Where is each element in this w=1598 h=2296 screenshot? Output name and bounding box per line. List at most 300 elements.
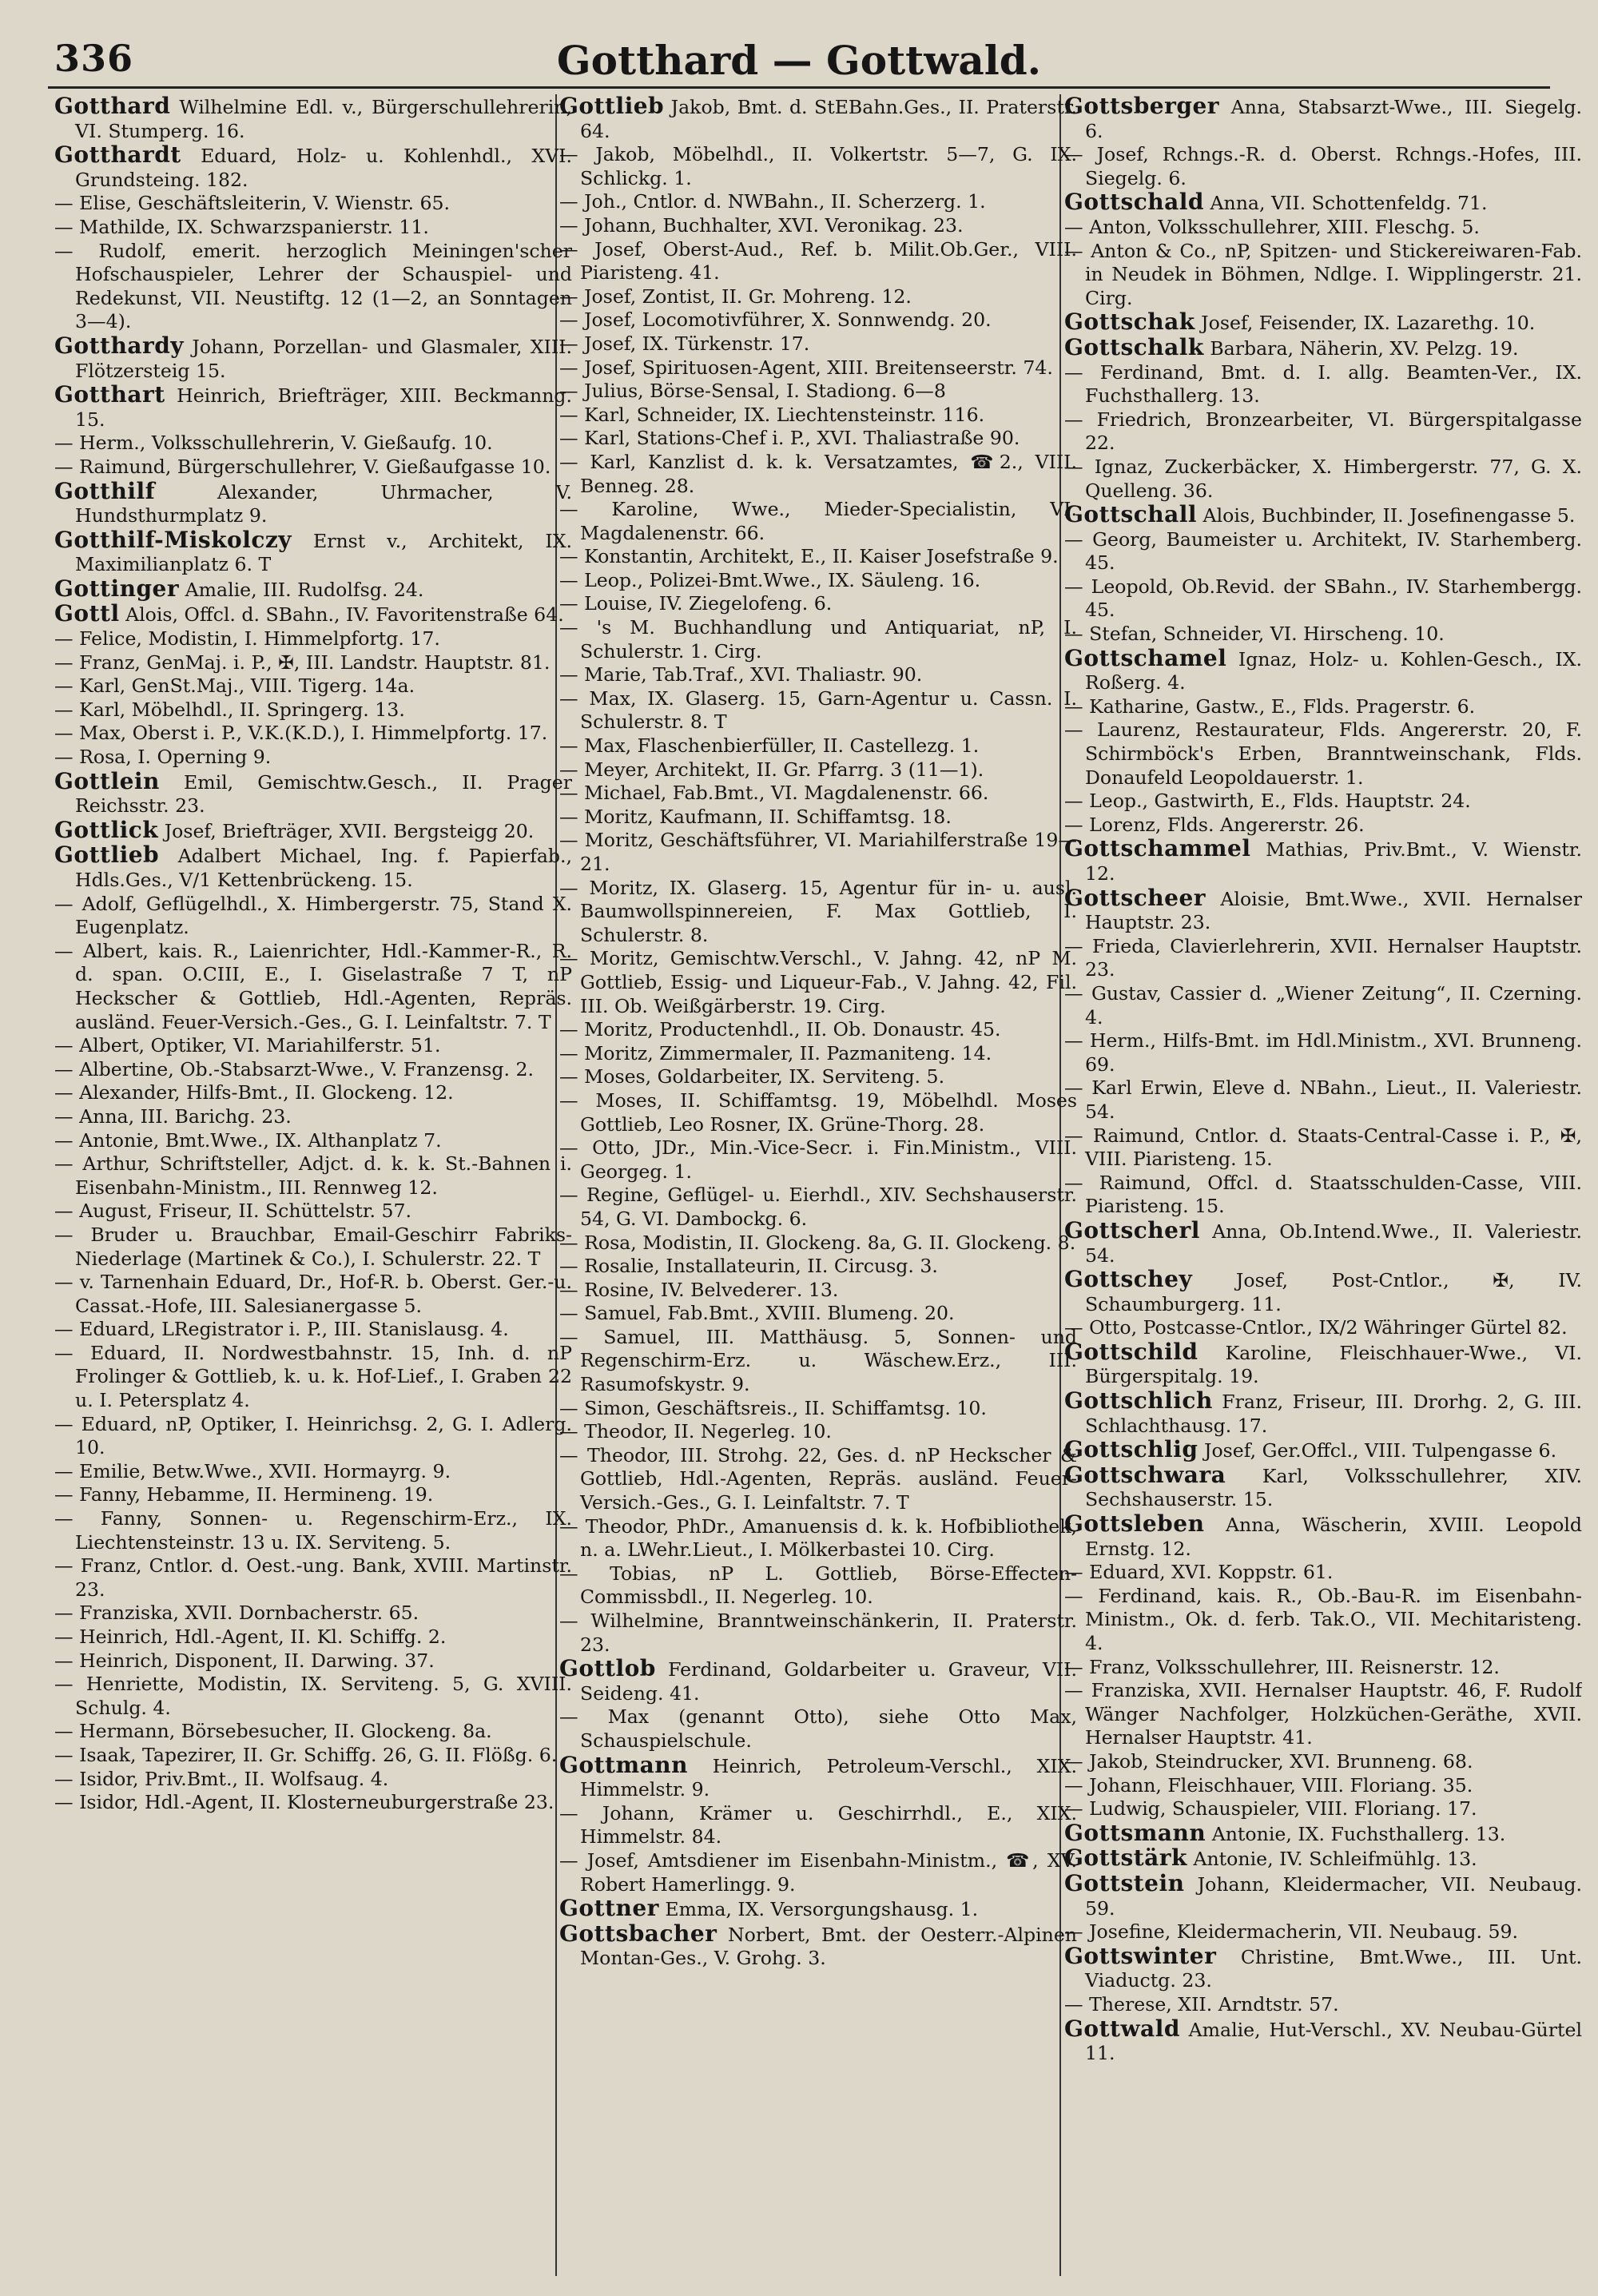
entry-text: — Johann, Fleischhauer, VIII. Floriang. 35.	[1064, 1773, 1473, 1797]
directory-entry	[559, 1089, 1077, 1136]
entry-text: — Alexander, Hilfs-Bmt., II. Glockeng. 12.	[54, 1081, 454, 1104]
entry-text: Heinrich, Briefträger, XIII. Beckmanng. 15.	[75, 384, 572, 431]
entry-surname: Gottscherl	[1064, 1216, 1200, 1244]
entry-surname: Gottstein	[1064, 1869, 1185, 1896]
directory-entry	[54, 1460, 572, 1484]
directory-entry	[1064, 333, 1582, 361]
entry-text: — Heinrich, Hdl.-Agent, II. Kl. Schiffg. 2.	[54, 1626, 447, 1648]
entry-surname: Gottschak	[1064, 308, 1195, 336]
entry-text: — Rosine, IV. Belvederег. 13.	[559, 1278, 839, 1301]
entry-text: — Louise, IV. Ziegelofeng. 6.	[559, 592, 833, 615]
entry-text: — Eduard, XVI. Koppstr. 61.	[1064, 1561, 1334, 1584]
directory-entry	[54, 722, 572, 746]
entry-text: — Franz, GenMaj. i. P., ✠, III. Landstr. Hauptstr. 81.	[54, 651, 551, 674]
entry-text: — Stefan, Schneider, VI. Hirscheng. 10.	[1064, 623, 1445, 646]
entry-text: — Moritz, Zimmermaler, II. Pazmaniteng. 14.	[559, 1041, 992, 1064]
directory-entry	[1064, 1124, 1582, 1172]
directory-entry	[54, 1034, 572, 1058]
directory-entry	[1064, 528, 1582, 575]
entry-text: Josef, Ger.Offcl., VIII. Tulpengasse 6.	[1203, 1439, 1557, 1462]
entry-text: — Tobias, nP L. Gottlieb, Börse-Effecten-Commissbdl., II. Negerleg. 10.	[559, 1562, 1077, 1609]
directory-entry	[559, 1705, 1077, 1753]
entry-text: — Max, Oberst i. P., V.K.(K.D.), I. Himmelpfortg. 17.	[54, 722, 548, 745]
entry-text: — Laurenz, Restaurateur, Flds. Angererstr. 20, F. Schirmböck's Erben, Branntweinschank, Flds. Donaufeld Leopoldauerstr. 1.	[1064, 718, 1582, 789]
entry-surname: Gotthart	[54, 381, 165, 408]
entry-text: — Josef, IX. Türkenstr. 17.	[559, 332, 810, 355]
directory-entry	[54, 1271, 572, 1318]
entry-text: — Anton & Co., nP, Spitzen- und Stickereiwaren-Fab. in Neudek in Böhmen, Ndlge. I. Wipplingerstr. 21. Cirg.	[1064, 239, 1582, 309]
entry-text: — Franziska, XVII. Dornbacherstr. 65.	[54, 1602, 419, 1625]
entry-text: Christine, Bmt.Wwe., III. Unt. Viaductg. 23.	[1085, 1945, 1582, 1992]
entry-text: — Max, IX. Glaserg. 15, Garn-Agentur u. Cassn. I. Schulerstr. 8. T	[559, 686, 1077, 734]
entry-text: — Moritz, Geschäftsführer, VI. Mariahilferstraße 19—21.	[559, 829, 1077, 875]
directory-entry	[1064, 408, 1582, 456]
entry-text: — Raimund, Bürgerschullehrer, V. Gießaufgasse 10.	[54, 455, 551, 478]
entry-text: — Moritz, Kaufmann, II. Schiffamtsg. 18.	[559, 805, 952, 828]
entry-surname: Gottsleben	[1064, 1510, 1205, 1538]
directory-entry	[1064, 1993, 1582, 2017]
entry-text: — Ignaz, Zuckerbäcker, X. Himbergerstr. 77, G. X. Quelleng. 36.	[1064, 455, 1582, 502]
column-1	[54, 94, 572, 2280]
directory-entry	[1064, 644, 1582, 695]
directory-entry	[559, 1136, 1077, 1184]
directory-entry	[1064, 1389, 1582, 1438]
entry-text: — Moses, Goldarbeiter, IX. Serviteng. 5.	[559, 1065, 945, 1088]
entry-surname: Gottlick	[54, 816, 159, 843]
entry-surname: Gottschall	[1064, 501, 1198, 528]
entry-text: Alexander, Uhrmacher, V. Hundsthurmplatz 9.	[75, 480, 572, 527]
entry-text: — Rosa, Modistin, II. Glockeng. 8a, G. II. Glockeng. 8.	[559, 1231, 1076, 1254]
directory-entry	[54, 1673, 572, 1720]
entry-text: — Simon, Geschäftsreis., II. Schiffamtsg. 10.	[559, 1396, 987, 1419]
entry-text: Ernst v., Architekt, IX. Maximilianplatz 6. T	[75, 529, 572, 576]
entry-surname: Gotthard	[54, 94, 171, 119]
directory-entry	[54, 577, 572, 603]
directory-entry	[559, 947, 1077, 1018]
entry-surname: Gottschammel	[1064, 835, 1251, 862]
entry-surname: Gottner	[559, 1895, 659, 1922]
entry-text: — Gustav, Cassier d. „Wiener Zeitung“, II. Czerning. 4.	[1064, 981, 1582, 1029]
directory-entry	[1064, 1267, 1582, 1316]
entry-text: Heinrich, Petroleum-Verschl., XIX. Himmelstr. 9.	[580, 1754, 1077, 1801]
entry-text: — Theodor, II. Negerleg. 10.	[559, 1420, 832, 1443]
directory-entry	[54, 1200, 572, 1224]
directory-entry	[559, 1922, 1077, 1971]
directory-entry	[54, 627, 572, 651]
directory-entry	[559, 190, 1077, 214]
directory-entry	[1064, 1774, 1582, 1798]
directory-entry	[1064, 1216, 1582, 1267]
entry-surname: Gottschlich	[1064, 1387, 1213, 1415]
entry-text: — Albert, Optiker, VI. Mariahilferstr. 51.	[54, 1034, 441, 1057]
directory-entry	[54, 1105, 572, 1129]
entry-text: — Karl Erwin, Eleve d. NBahn., Lieut., II. Valeriestr. 54.	[1064, 1076, 1582, 1123]
entry-text: — Fanny, Sonnen- u. Regenschirm-Erz., IX. Liechtensteinstr. 13 u. IX. Serviteng. 5.	[54, 1507, 572, 1554]
directory-entry	[54, 1318, 572, 1342]
entry-text: — Otto, Postcasse-Cntlor., IX/2 Währinger Gürtel 82.	[1064, 1316, 1568, 1339]
entry-text: — Raimund, Offcl. d. Staatsschulden-Casse, VIII. Piaristeng. 15.	[1064, 1171, 1582, 1218]
directory-entry	[54, 1058, 572, 1082]
entry-text: — Meyer, Architekt, II. Gr. Pfarrg. 3 (11—1).	[559, 758, 984, 781]
directory-entry	[559, 1326, 1077, 1397]
entry-text: Barbara, Näherin, XV. Pelzg. 19.	[1210, 336, 1519, 360]
directory-entry	[54, 1602, 572, 1626]
directory-entry	[1064, 982, 1582, 1029]
entry-text: Johann, Porzellan- und Glasmaler, XIII. Flötzersteig 15.	[75, 335, 572, 382]
entry-text: — Antonie, Bmt.Wwe., IX. Althanplatz 7.	[54, 1128, 442, 1152]
entry-text: Josef, Post-Cntlor., ✠, IV. Schaumburgerg. 11.	[1085, 1269, 1582, 1315]
entry-text: — Jakob, Möbelhdl., II. Volkertstr. 5—7, G. IX. Schlickg. 1.	[559, 143, 1077, 189]
directory-entry	[54, 1081, 572, 1105]
directory-entry	[54, 767, 572, 818]
directory-entry	[54, 240, 572, 334]
directory-entry	[559, 380, 1077, 404]
entry-text: — Eduard, nP, Optiker, I. Heinrichsg. 2, G. I. Adlerg. 10.	[54, 1412, 572, 1459]
entry-text: — Mathilde, IX. Schwarzspanierstr. 11.	[54, 215, 429, 238]
entry-text: — Max, Flaschenbierfüller, II. Castellezg. 1.	[559, 734, 980, 758]
entry-surname: Gottschald	[1064, 189, 1204, 216]
entry-text: — Albert, kais. R., Laienrichter, Hdl.-Kammer-R., R. d. span. O.CIII, E., I. Giselastraße 7 T, nP Heckscher & Gottlieb, Hdl.-Agenten, Repräs. ausländ. Feuer-Versich.-Ges., G. I. Leinfaltstr. 7. T	[54, 939, 572, 1033]
entry-text: Anna, Wäscherin, XVIII. Leopold Ernstg. 12.	[1085, 1514, 1582, 1560]
directory-entry	[559, 1657, 1077, 1705]
entry-text: — Anna, III. Barichg. 23.	[54, 1104, 292, 1128]
entry-text: Anna, VII. Schottenfeldg. 71.	[1210, 192, 1488, 215]
entry-surname: Gottschalk	[1064, 333, 1204, 360]
entry-text: — Marie, Tab.Traf., XVI. Thaliastr. 90.	[559, 663, 923, 686]
entry-text: — Karl, Schneider, IX. Liechtensteinstr. 116.	[559, 403, 985, 426]
entry-text: Amalie, Hut-Verschl., XV. Neubau-Gürtel 11.	[1085, 2018, 1582, 2065]
entry-text: Josef, Feisender, IX. Lazarethg. 10.	[1201, 312, 1536, 335]
entry-text: — Otto, JDr., Min.-Vice-Secr. i. Fin.Ministm., VIII. Georgeg. 1.	[559, 1136, 1077, 1183]
entry-surname: Gottschwara	[1064, 1461, 1226, 1488]
entry-text: — Georg, Baumeister u. Architekt, IV. Starhemberg. 45.	[1064, 527, 1582, 575]
directory-entry	[54, 843, 572, 892]
directory-entry	[54, 216, 572, 240]
directory-entry	[54, 1791, 572, 1815]
entry-surname: Gottlob	[559, 1655, 656, 1682]
directory-entry	[54, 1626, 572, 1649]
entry-text: — v. Tarnenhain Eduard, Dr., Hof-R. b. Oberst. Ger.-u. Cassat.-Hofe, III. Salesianergasse 5.	[54, 1271, 572, 1317]
entry-surname: Gottsmann	[1064, 1819, 1206, 1846]
directory-entry	[54, 1152, 572, 1200]
page-header	[48, 30, 1550, 89]
directory-entry	[1064, 1463, 1582, 1512]
directory-entry	[559, 1444, 1077, 1515]
directory-entry	[54, 1649, 572, 1673]
entry-text: — Moritz, Gemischtw.Verschl., V. Jahng. 42, nP M. Gottlieb, Essig- und Liqueur-Fab., V. Jahng. 42, Fil. III. Ob. Weißgärberstr. 19. Cirg.	[559, 947, 1077, 1017]
directory-entry	[559, 687, 1077, 734]
entry-text: — Herm., Hilfs-Bmt. im Hdl.Ministm., XVI. Brunneng. 69.	[1064, 1029, 1582, 1076]
page-number: 336	[54, 37, 134, 80]
directory-entry	[54, 1129, 572, 1153]
entry-text: Emma, IX. Versorgungshausg. 1.	[665, 1898, 979, 1921]
entry-text: — Leop., Polizei-Bmt.Wwe., IX. Säuleng. 16.	[559, 568, 981, 591]
directory-entry	[559, 427, 1077, 451]
entry-text: — Ferdinand, Bmt. d. I. allg. Beamten-Ver., IX. Fuchsthallerg. 13.	[1064, 360, 1582, 408]
directory-entry	[559, 451, 1077, 498]
entry-text: Franz, Friseur, III. Drorhg. 2, G. III. Schlachthausg. 17.	[1085, 1391, 1582, 1437]
entry-surname: Gottschild	[1064, 1338, 1198, 1365]
directory-entry	[559, 758, 1077, 782]
entry-text: — Regine, Geflügel- u. Eierhdl., XIV. Sechshauserstr. 54, G. VI. Dambockg. 6.	[559, 1184, 1077, 1230]
entry-text: Anna, Ob.Intend.Wwe., II. Valeriestr. 54.	[1085, 1220, 1582, 1267]
entry-text: Adalbert Michael, Ing. f. Papierfab., Hdls.Ges., V/1 Kettenbrückeng. 15.	[75, 845, 572, 891]
entry-text: — Samuel, Fab.Bmt., XVIII. Blumeng. 20.	[559, 1302, 955, 1325]
directory-entry	[1064, 837, 1582, 885]
entry-text: — Karl, Möbelhdl., II. Springerg. 13.	[54, 698, 405, 721]
directory-entry	[1064, 1944, 1582, 1993]
directory-entry	[1064, 1920, 1582, 1944]
directory-entry	[54, 383, 572, 432]
entry-text: — Isidor, Hdl.-Agent, II. Klosterneuburgerstraße 23.	[54, 1791, 555, 1814]
entry-text: — Felice, Modistin, I. Himmelpfortg. 17.	[54, 627, 440, 651]
directory-entry	[559, 1255, 1077, 1279]
entry-surname: Gottsbacher	[559, 1920, 718, 1947]
entry-text: — Karl, GenSt.Maj., VIII. Tigerg. 14a.	[54, 674, 415, 698]
entry-text: — Franz, Cntlor. d. Oest.-ung. Bank, XVIII. Martinstr. 23.	[54, 1554, 572, 1601]
directory-entry	[559, 1610, 1077, 1657]
directory-entry	[559, 1562, 1077, 1610]
directory-entry	[1064, 2017, 1582, 2066]
entry-text: — Bruder u. Brauchbar, Email-Geschirr Fabriks-Niederlage (Martinek & Co.), I. Schulerstr. 22. T	[54, 1223, 572, 1270]
entry-text: — Eduard, II. Nordwestbahnstr. 15, Inh. d. nP Frolinger & Gottlieb, k. u. k. Hof-Lief., I. Graben 22 u. I. Petersplatz 4.	[54, 1341, 572, 1412]
directory-entry	[1064, 1585, 1582, 1656]
entry-surname: Gottstärk	[1064, 1844, 1187, 1872]
entry-text: Emil, Gemischtw.Gesch., II. Prager Reichsstr. 23.	[75, 770, 572, 818]
entry-text: — Katharine, Gastw., E., Flds. Pragerstr. 6.	[1064, 694, 1476, 718]
entry-text: — Rudolf, emerit. herzoglich Meiningen'scher Hofschauspieler, Lehrer der Schauspiel- und Redekunst, VII. Neustiftg. 12 (1—2, an Sonntagen 3—4).	[54, 239, 572, 333]
entry-text: — Max (genannt Otto), siehe Otto Max, Schauspielschule.	[559, 1705, 1077, 1752]
directory-entry	[1064, 190, 1582, 216]
directory-entry	[54, 192, 572, 216]
entry-surname: Gottswinter	[1064, 1942, 1217, 1969]
directory-entry	[559, 877, 1077, 948]
directory-entry	[1064, 935, 1582, 982]
directory-entry	[54, 334, 572, 383]
directory-entry	[1064, 216, 1582, 240]
entry-text: — Theodor, PhDr., Amanuensis d. k. k. Hofbibliothek, n. a. LWehr.Lieut., I. Mölkerbastei 10. Cirg.	[559, 1514, 1077, 1562]
entry-text: — Theodor, III. Strohg. 22, Ges. d. nP Heckscher & Gottlieb, Hdl.-Agenten, Repräs. ausländ. Feuer-Versich.-Ges., G. I. Leinfaltstr. 7. T	[559, 1443, 1077, 1514]
directory-entry	[559, 1042, 1077, 1066]
directory-entry	[54, 1744, 572, 1768]
directory-entry	[559, 1279, 1077, 1303]
entry-surname: Gottsberger	[1064, 94, 1220, 119]
directory-entry	[54, 746, 572, 770]
entry-surname: Gottinger	[54, 575, 180, 602]
directory-entry	[1064, 94, 1582, 143]
entry-surname: Gottlieb	[54, 842, 160, 869]
directory-entry	[1064, 456, 1582, 503]
directory-entry	[54, 602, 572, 627]
entry-text: Karl, Volksschullehrer, XIV. Sechshauserstr. 15.	[1085, 1464, 1582, 1511]
directory-entry	[559, 545, 1077, 569]
directory-entry	[559, 404, 1077, 428]
entry-surname: Gottschlig	[1064, 1436, 1198, 1463]
directory-entry	[1064, 695, 1582, 719]
directory-entry	[559, 1420, 1077, 1444]
directory-entry	[54, 893, 572, 940]
entry-text: — Hermann, Börsebesucher, II. Glockeng. 8a.	[54, 1720, 492, 1743]
directory-entry	[54, 1554, 572, 1602]
directory-entry	[54, 1720, 572, 1744]
entry-text: — Herm., Volksschullehrerin, V. Gießaufg. 10.	[54, 432, 493, 455]
entry-text: — Fanny, Hebamme, II. Hermineng. 19.	[54, 1483, 434, 1506]
directory-entry	[559, 1302, 1077, 1326]
entry-text: Ignaz, Holz- u. Kohlen-Gesch., IX. Roßerg. 4.	[1085, 647, 1582, 694]
entry-text: — Samuel, III. Matthäusg. 5, Sonnen- und Regenschirm-Erz. u. Wäschew.Erz., III. Rasumofskystr. 9.	[559, 1325, 1077, 1396]
directory-entry	[54, 698, 572, 722]
entry-text: Alois, Buchbinder, II. Josefinengasse 5.	[1202, 504, 1576, 527]
directory-entry	[1064, 1438, 1582, 1463]
directory-entry	[1064, 718, 1582, 790]
column-2	[559, 94, 1077, 2280]
entry-text: Aloisie, Bmt.Wwe., XVII. Hernalser Hauptstr. 23.	[1085, 887, 1582, 934]
directory-entry	[559, 332, 1077, 356]
directory-entry	[1064, 790, 1582, 814]
entry-text: Ferdinand, Goldarbeiter u. Graveur, VII. Seideng. 41.	[580, 1658, 1077, 1705]
directory-entry	[559, 143, 1077, 190]
entry-text: — Karoline, Wwe., Mieder-Specialistin, VI. Magdalenenstr. 66.	[559, 498, 1077, 544]
entry-text: Antonie, IX. Fuchsthallerg. 13.	[1211, 1822, 1506, 1845]
directory-entry	[1064, 1076, 1582, 1124]
entry-surname: Gottschey	[1064, 1266, 1193, 1293]
directory-entry	[1064, 1029, 1582, 1076]
entry-text: — Frieda, Clavierlehrerin, XVII. Hernalser Hauptstr. 23.	[1064, 934, 1582, 981]
directory-entry	[559, 1065, 1077, 1089]
entry-surname: Gottlein	[54, 767, 160, 794]
entry-surname: Gottl	[54, 600, 120, 627]
entry-text: — Josefine, Kleidermacherin, VII. Neubaug. 59.	[1064, 1920, 1519, 1944]
directory-entry	[559, 829, 1077, 876]
entry-text: — Franziska, XVII. Hernalser Hauptstr. 46, F. Rudolf Wänger Nachfolger, Holzküchen-Geräthe, XVII. Hernalser Hauptstr. 41.	[1064, 1679, 1582, 1749]
directory-entry	[1064, 1750, 1582, 1774]
entry-text: — Josef, Locomotivführer, X. Sonnwendg. 20.	[559, 308, 992, 332]
directory-entry	[559, 308, 1077, 332]
entry-text: — Moritz, IX. Glaserg. 15, Agentur für in- u. ausl. Baumwollspinnereien, F. Max Gottlieb, I. Schulerstr. 8.	[559, 876, 1077, 946]
entry-text: — Johann, Krämer u. Geschirrhdl., E., XIX. Himmelstr. 84.	[559, 1801, 1077, 1848]
directory-entry	[1064, 1869, 1582, 1920]
entry-text: — Josef, Spirituosen-Agent, XIII. Breitenseerstr. 74.	[559, 356, 1053, 379]
entry-text: Antonie, IV. Schleifmühlg. 13.	[1193, 1848, 1477, 1871]
entry-text: Mathias, Priv.Bmt., V. Wienstr. 12.	[1085, 838, 1582, 885]
directory-entry	[54, 1413, 572, 1460]
directory-entry	[54, 651, 572, 675]
directory-entry	[559, 734, 1077, 758]
entry-text: — Rosalie, Installateurin, II. Circusg. 3.	[559, 1255, 938, 1278]
entry-surname: Gotthilf	[54, 477, 156, 504]
directory-entry	[559, 592, 1077, 616]
entry-text: — Karl, Stations-Chef i. P., XVI. Thaliastraße 90.	[559, 427, 1020, 450]
directory-entry	[559, 1232, 1077, 1255]
entry-text: — 's M. Buchhandlung und Antiquariat, nP, I. Schulerstr. 1. Cirg.	[559, 616, 1077, 663]
entry-surname: Gottscheer	[1064, 884, 1206, 911]
entry-text: Norbert, Bmt. der Oesterr.-Alpinen Montan-Ges., V. Grohg. 3.	[580, 1923, 1077, 1970]
entry-text: — Rosa, I. Operning 9.	[54, 746, 272, 769]
entry-text: — Isaak, Tapezirer, II. Gr. Schiffg. 26, G. II. Flößg. 6.	[54, 1743, 558, 1766]
entry-text: Alois, Offcl. d. SBahn., IV. Favoritenstraße 64.	[125, 603, 564, 627]
column-3	[1064, 94, 1582, 2280]
directory-entry	[1064, 814, 1582, 838]
directory-entry	[1064, 310, 1582, 336]
directory-entry	[559, 782, 1077, 806]
directory-entry	[559, 806, 1077, 830]
directory-entry	[1064, 143, 1582, 190]
directory-entry	[559, 1515, 1077, 1562]
entry-surname: Gotthilf-Miskolczy	[54, 526, 292, 553]
directory-entry	[1064, 1340, 1582, 1389]
directory-entry	[1064, 575, 1582, 623]
directory-entry	[559, 285, 1077, 309]
directory-entry	[1064, 1172, 1582, 1219]
entry-text: — Jakob, Steindrucker, XVI. Brunneng. 68.	[1064, 1749, 1473, 1773]
entry-text: — Josef, Oberst-Aud., Ref. b. Milit.Ob.Ger., VIII. Piaristeng. 41.	[559, 237, 1077, 285]
entry-text: — Moses, II. Schiffamtsg. 19, Möbelhdl. Moses Gottlieb, Leo Rosner, IX. Grüne-Thorg. 28.	[559, 1088, 1077, 1136]
entry-text: — Raimund, Cntlor. d. Staats-Central-Casse i. P., ✠, VIII. Piaristeng. 15.	[1064, 1124, 1582, 1171]
entry-text: — Eduard, LRegistrator i. P., III. Stanislausg. 4.	[54, 1318, 509, 1341]
entry-text: — Konstantin, Architekt, E., II. Kaiser Josefstraße 9.	[559, 545, 1059, 568]
directory-entry	[559, 1184, 1077, 1231]
entry-text: — Elise, Geschäftsleiterin, V. Wienstr. 65.	[54, 192, 450, 215]
directory-entry	[54, 818, 572, 844]
directory-entry	[1064, 1512, 1582, 1561]
entry-text: — Josef, Rchngs.-R. d. Oberst. Rchngs.-Hofes, III. Siegelg. 6.	[1064, 143, 1582, 189]
entry-text: — Lorenz, Flds. Angererstr. 26.	[1064, 813, 1365, 836]
directory-entry	[1064, 503, 1582, 528]
entry-text: Eduard, Holz- u. Kohlenhdl., XVI. Grundsteing. 182.	[75, 145, 572, 191]
entry-text: — Anton, Volksschullehrer, XIII. Fleschg. 5.	[1064, 215, 1480, 238]
entry-text: — Moritz, Productenhdl., II. Ob. Donaustr. 45.	[559, 1018, 1001, 1041]
directory-entry	[54, 1483, 572, 1507]
directory-entry	[559, 214, 1077, 238]
directory-entry	[559, 1802, 1077, 1849]
directory-entry	[54, 940, 572, 1034]
directory-entry	[559, 1397, 1077, 1421]
entry-text: — Albertine, Ob.-Stabsarzt-Wwe., V. Franzensg. 2.	[54, 1057, 535, 1080]
directory-entry	[54, 1768, 572, 1792]
directory-entry	[559, 1018, 1077, 1042]
directory-entry	[1064, 1846, 1582, 1872]
entry-text: Josef, Briefträger, XVII. Bergsteigg 20.	[164, 819, 535, 842]
entry-text: — Heinrich, Disponent, II. Darwing. 37.	[54, 1649, 435, 1672]
directory-entry	[1064, 886, 1582, 935]
directory-entry	[54, 674, 572, 698]
directory-entry	[559, 498, 1077, 545]
directory-entry	[559, 1896, 1077, 1922]
directory-entry	[1064, 1797, 1582, 1821]
directory-entry	[559, 569, 1077, 593]
directory-entry	[559, 356, 1077, 380]
directory-entry	[1064, 623, 1582, 647]
entry-text: — Joh., Cntlor. d. NWBahn., II. Scherzerg. 1.	[559, 190, 986, 213]
directory-entry	[559, 1753, 1077, 1802]
entry-text: — Leop., Gastwirth, E., Flds. Hauptstr. 24.	[1064, 790, 1471, 813]
directory-entry	[559, 1849, 1077, 1896]
entry-surname: Gottwald	[1064, 2015, 1180, 2042]
entry-text: — August, Friseur, II. Schüttelstr. 57.	[54, 1200, 412, 1223]
entry-surname: Gotthardt	[54, 141, 181, 169]
entry-text: Amalie, III. Rudolfsg. 24.	[185, 578, 424, 601]
directory-entry	[54, 479, 572, 528]
directory-entry	[54, 1507, 572, 1554]
entry-surname: Gottmann	[559, 1751, 688, 1778]
entry-text: — Karl, Kanzlist d. k. k. Versatzamtes, ☎2., VIII. Benneg. 28.	[559, 450, 1077, 497]
directory-entry	[54, 1224, 572, 1271]
directory-entry	[54, 432, 572, 456]
directory-entry	[1064, 1679, 1582, 1750]
entry-text: Jakob, Bmt. d. StEBahn.Ges., II. Praterstr. 64.	[580, 96, 1077, 142]
entry-text: Johann, Kleidermacher, VII. Neubaug. 59.	[1085, 1872, 1582, 1920]
entry-text: — Josef, Amtsdiener im Eisenbahn-Ministm., ☎, XV. Robert Hamerlingg. 9.	[559, 1848, 1077, 1896]
